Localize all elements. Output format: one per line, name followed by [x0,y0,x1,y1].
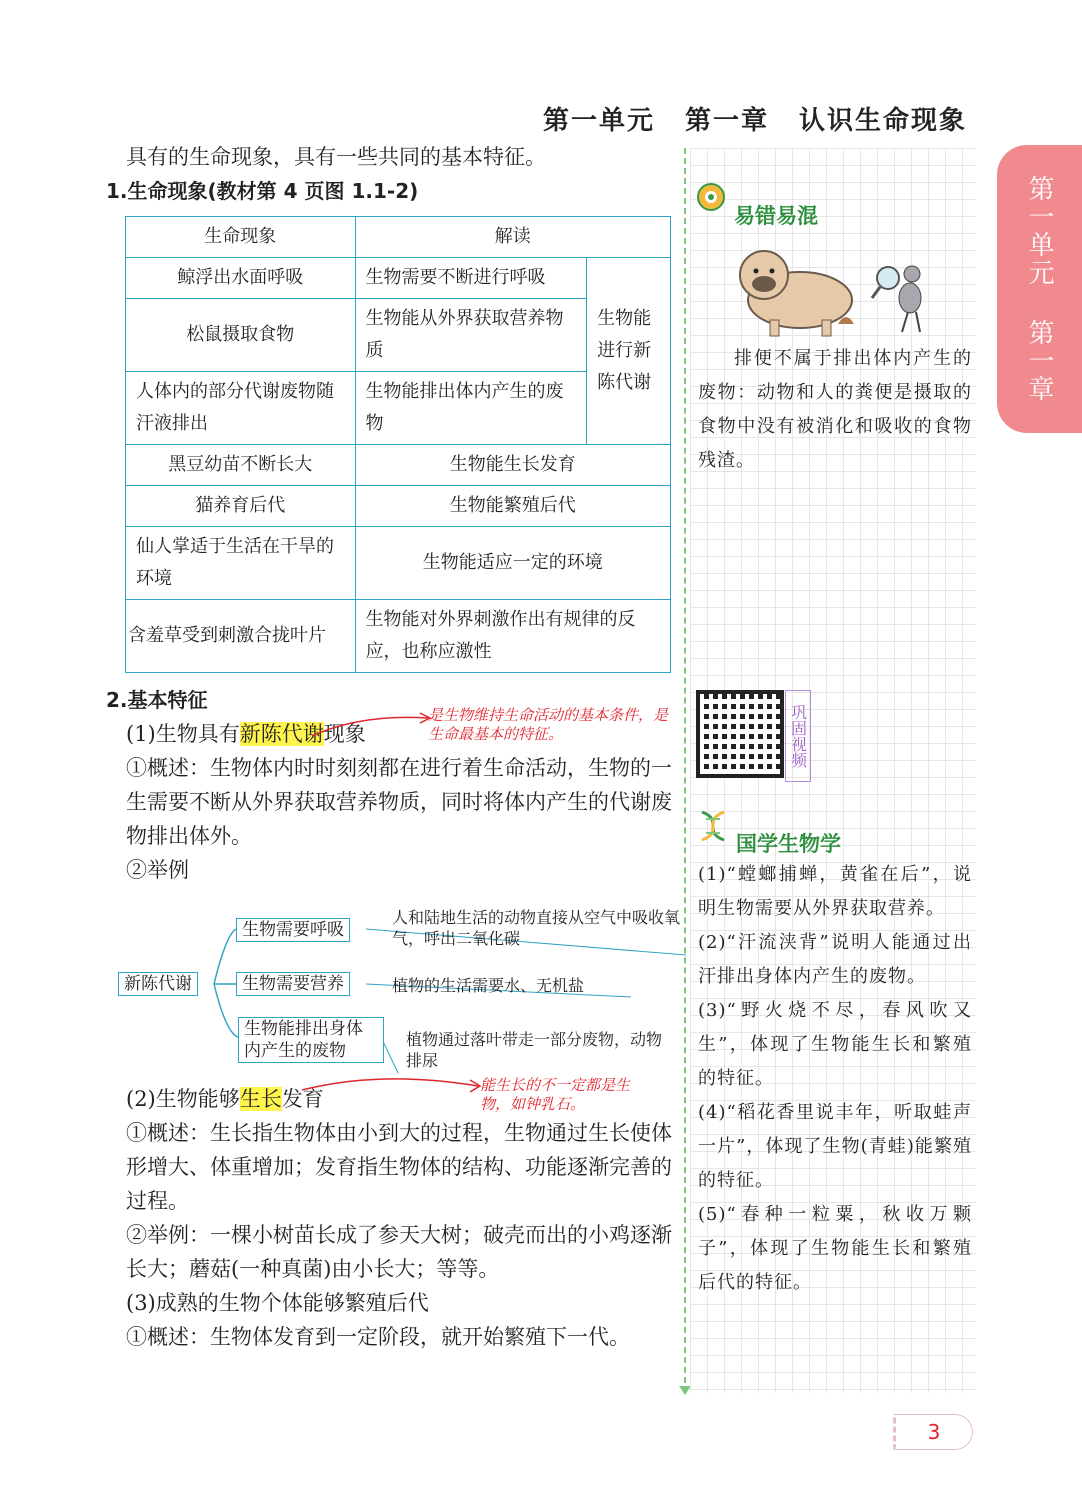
header-chapter: 第一章 [684,106,769,136]
table-cell-reading: 生物能适应一定的环境 [355,527,670,600]
qr-video-label[interactable]: 巩固视频 [785,690,811,782]
table-cell-phenomenon: 黑豆幼苗不断长大 [126,445,356,486]
table-cell-reading: 生物能对外界刺激作出有规律的反应，也称应激性 [355,600,670,673]
note-arrow-1 [310,710,435,740]
dna-icon [696,808,730,844]
table-cell-group: 生物能进行新陈代谢 [587,258,671,445]
item1-title-pre: (1)生物具有 [126,722,240,746]
qr-code[interactable] [696,690,784,778]
tree-root: 新陈代谢 [118,972,198,996]
table-cell-phenomenon: 松鼠摄取食物 [126,299,356,372]
item2-example: ②举例：一棵小树苗长成了参天大树；破壳而出的小鸡逐渐长大；蘑菇(一种真菌)由小长大；等等。 [126,1223,672,1281]
tree-branch-nutrition: 生物需要营养 [236,972,350,996]
highlight-metabolism: 新陈代谢 [239,722,324,746]
guoxue-item: (3)“野火烧不尽，春风吹又生”，体现了生物能生长和繁殖的特征。 [698,1000,972,1089]
column-divider [684,148,686,1393]
section2-heading: 2.基本特征 [106,688,208,712]
table-row [126,486,671,527]
item3-title: (3)成熟的生物个体能够繁殖后代 [126,1291,429,1315]
table-cell-reading: 生物能繁殖后代 [355,486,670,527]
table-row [126,600,671,673]
guoxue-item: (2)“汗流浃背”说明人能通过出汗排出身体内产生的废物。 [698,932,972,987]
table-cell-reading: 生物需要不断进行呼吸 [355,258,587,299]
table-cell-reading: 生物能生长发育 [355,445,670,486]
section1-heading: 1.生命现象(教材第 4 页图 1.1-2) [106,179,419,203]
table-cell-phenomenon: 猫养育后代 [126,486,356,527]
header-title: 认识生命现象 [798,106,967,136]
qr-pattern [700,694,780,774]
guoxue-title: 国学生物学 [736,832,841,856]
items-2-3 [106,1082,676,1354]
tree-leaf-excretion: 植物通过落叶带走一部分废物，动物排尿 [406,1030,663,1070]
note-metabolism: 是生物维持生命活动的基本条件，是生命最基本的特征。 [428,706,669,743]
note-arrow-2 [300,1072,485,1096]
item1-overview: ①概述：生物体内时时刻刻都在进行着生命活动，生物的一生需要不断从外界获取营养物质，同时将体内产生的代谢废物排出体外。 [126,756,672,848]
guoxue-list [698,858,972,1300]
tree-branch-respiration: 生物需要呼吸 [236,918,350,942]
item2-title-pre: (2)生物能够 [126,1087,240,1111]
main-content [106,140,676,887]
intro-text: 具有的生命现象，具有一些共同的基本特征。 [126,145,546,169]
table-cell-reading: 生物能排出体内产生的废物 [355,372,587,445]
guoxue-item: (4)“稻花香里说丰年，听取蛙声一片”，体现了生物(青蛙)能繁殖的特征。 [698,1102,972,1191]
note-growth: 能生长的不一定都是生物，如钟乳石。 [480,1076,631,1113]
item3-overview: ①概述：生物体发育到一定阶段，就开始繁殖下一代。 [126,1325,630,1349]
item2-title-post: 发育 [281,1087,324,1111]
life-phenomena-table [125,216,671,673]
metabolism-tree [116,905,686,1080]
table-cell-phenomenon: 鲸浮出水面呼吸 [126,258,356,299]
item2-overview: ①概述：生长指生物体由小到大的过程，生物通过生长使体形增大、体重增加；发育指生物体的结构、功能逐渐完善的过程。 [126,1121,672,1213]
table-row [126,445,671,486]
highlight-growth: 生长 [239,1087,282,1111]
mistakes-title: 易错易混 [734,204,818,228]
table-header-cell: 生命现象 [126,217,356,258]
header-unit: 第一单元 [542,106,655,136]
dog-ant-illustration [730,240,930,340]
item1-title-post: 现象 [323,722,366,746]
table-row [126,258,671,299]
page-number: 3 [893,1414,973,1450]
table-cell-phenomenon: 含羞草受到刺激合拢叶片 [126,600,356,673]
tree-leaf-nutrition: 植物的生活需要水、无机盐 [392,976,585,995]
tree-leaf-respiration: 人和陆地生活的动物直接从空气中吸收氧气，呼出二氧化碳 [392,908,681,948]
guoxue-item: (1)“螳螂捕蝉，黄雀在后”，说明生物需要从外界获取营养。 [698,864,972,919]
table-header-cell: 解读 [355,217,670,258]
guoxue-item: (5)“春种一粒粟，秋收万颗子”，体现了生物能生长和繁殖后代的特征。 [698,1204,972,1293]
mistake-badge-icon [696,182,726,212]
tree-branch-excretion: 生物能排出身体内产生的废物 [238,1017,384,1063]
table-cell-reading: 生物能从外界获取营养物质 [355,299,587,372]
mistakes-text: 排便不属于排出体内产生的废物：动物和人的粪便是摄取的食物中没有被消化和吸收的食物残渣。 [698,348,972,471]
table-header-row [126,217,671,258]
page-header [513,100,967,137]
item1-example-label: ②举例 [126,858,189,882]
table-cell-phenomenon: 仙人掌适于生活在干旱的环境 [126,527,356,600]
table-row [126,527,671,600]
chapter-tab: 第一单元 第一章 [997,145,1082,433]
table-cell-phenomenon: 人体内的部分代谢废物随汗液排出 [126,372,356,445]
